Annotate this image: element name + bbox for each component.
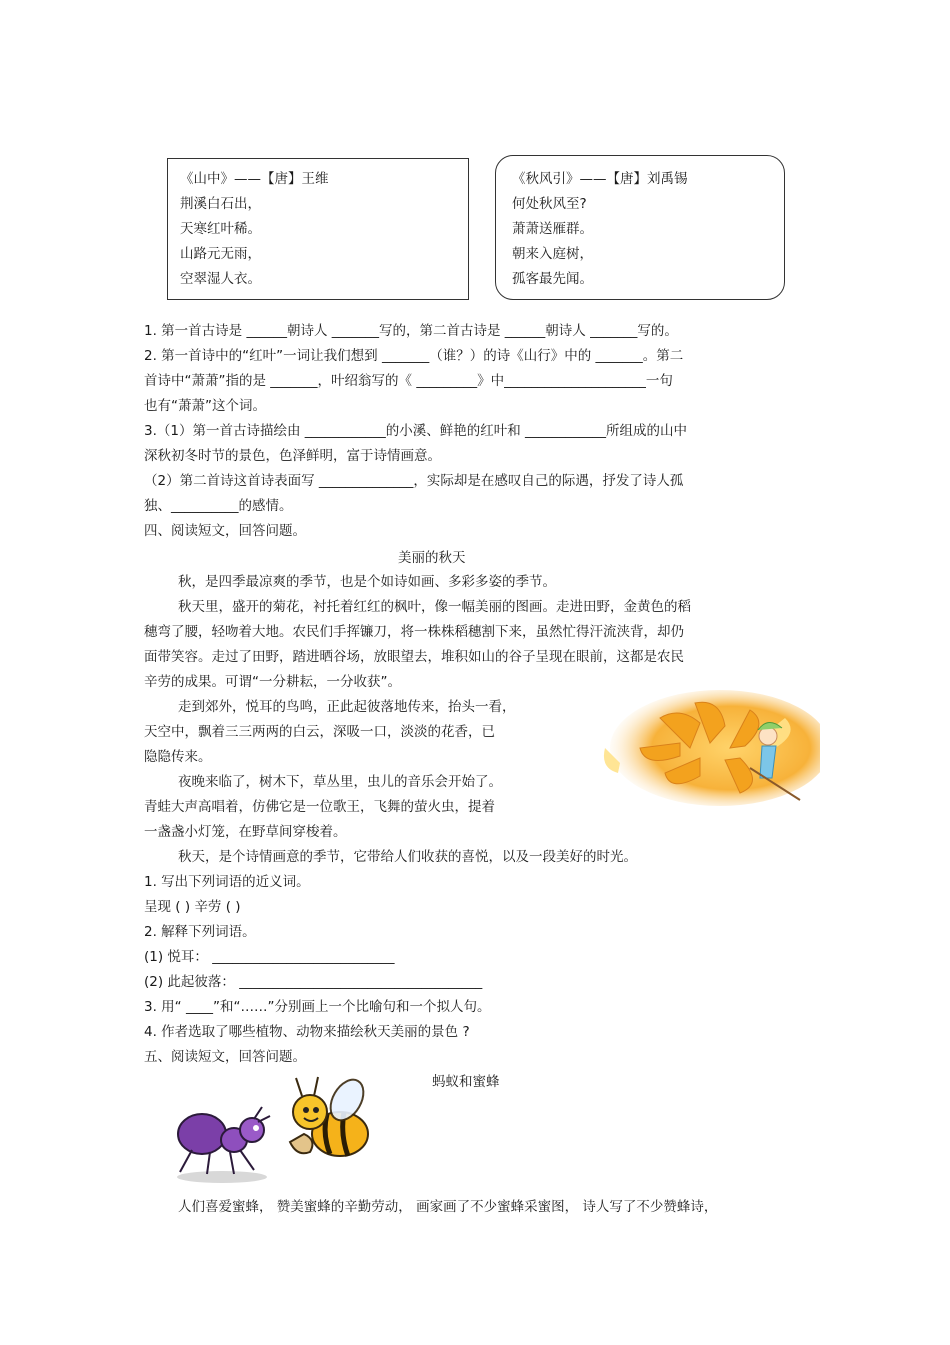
essay1-q1: 1. 写出下列词语的近义词。 — [144, 874, 310, 890]
essay1-q2: 2. 解释下列词语。 — [144, 924, 256, 940]
poem1-line: 山路元无雨， — [180, 246, 261, 262]
poem2-title: 《秋风引》——【唐】刘禹锡 — [512, 171, 688, 187]
section-5-heading: 五、阅读短文，回答问题。 — [144, 1049, 306, 1065]
essay1-q3: 3. 用“ ____”和“……”分别画上一个比喻句和一个拟人句。 — [144, 999, 491, 1015]
essay1-line: 隐隐传来。 — [144, 749, 212, 765]
poem-box-shanzhong — [167, 158, 469, 300]
question-3-2: （2）第二首诗这首诗表面写 ______________，实际却是在感叹自己的际遇，抒发了诗人孤 — [144, 473, 684, 489]
poem2-line: 孤客最先闻。 — [512, 271, 593, 287]
essay2-first-line: 人们喜爱蜜蜂， 赞美蜜蜂的辛勤劳动， 画家画了不少蜜蜂采蜜图， 诗人写了不少赞蜂诗， — [178, 1199, 718, 1215]
essay1-q4: 4. 作者选取了哪些植物、动物来描绘秋天美丽的景色 ? — [144, 1024, 470, 1040]
poem2-line: 何处秋风至? — [512, 196, 587, 212]
essay1-line: 秋天，是个诗情画意的季节，它带给人们收获的喜悦，以及一段美好的时光。 — [178, 849, 637, 865]
essay2-title: 蚂蚁和蜜蜂 — [432, 1074, 500, 1090]
question-3: 3.（1）第一首古诗描绘由 ____________的小溪、鲜艳的红叶和 ____________所组成的山中 — [144, 423, 688, 439]
poem1-line: 空翠湿人衣。 — [180, 271, 261, 287]
question-1: 1. 第一首古诗是 ______朝诗人 _______写的，第二首古诗是 ______朝诗人 _______写的。 — [144, 323, 678, 339]
section-4-heading: 四、阅读短文，回答问题。 — [144, 523, 306, 539]
essay1-line: 穗弯了腰，轻吻着大地。农民们手挥镰刀，将一株株稻穗割下来，虽然忙得汗流浃背，却仍 — [144, 624, 684, 640]
ginkgo-fairy-illustration — [600, 688, 820, 806]
poem1-line: 荆溪白石出， — [180, 196, 261, 212]
question-3-2-cont: 独、__________的感情。 — [144, 498, 293, 514]
essay1-q1-blanks: 呈现 ( ) 辛劳 ( ) — [144, 899, 241, 915]
essay1-line: 天空中，飘着三三两两的白云，深吸一口，淡淡的花香，已 — [144, 724, 495, 740]
essay1-line: 夜晚来临了，树木下，草丛里，虫儿的音乐会开始了。 — [178, 774, 502, 790]
essay1-title: 美丽的秋天 — [398, 550, 466, 566]
essay1-line: 辛劳的成果。可谓“一分耕耘，一分收获”。 — [144, 674, 401, 690]
poem-box-qiufengyin — [495, 155, 785, 300]
question-3-cont: 深秋初冬时节的景色，色泽鲜明，富于诗情画意。 — [144, 448, 441, 464]
essay1-line: 青蛙大声高唱着，仿佛它是一位歌王，飞舞的萤火虫，提着 — [144, 799, 495, 815]
poem2-line: 朝来入庭树， — [512, 246, 593, 262]
essay1-q2-1: (1) 悦耳： ___________________________ — [144, 949, 395, 965]
poem1-line: 天寒红叶稀。 — [180, 221, 261, 237]
poem2-line: 萧萧送雁群。 — [512, 221, 593, 237]
essay1-line: 面带笑容。走过了田野，踏进晒谷场，放眼望去，堆积如山的谷子呈现在眼前，这都是农民 — [144, 649, 684, 665]
question-2-cont: 首诗中“萧萧”指的是 _______，叶绍翁写的《 _________》中_____________________一句 — [144, 373, 673, 389]
essay1-line: 秋天里，盛开的菊花，衬托着红红的枫叶，像一幅美丽的图画。走进田野，金黄色的稻 — [178, 599, 691, 615]
question-2-cont: 也有“萧萧”这个词。 — [144, 398, 266, 414]
poem1-title: 《山中》——【唐】王维 — [180, 171, 329, 187]
ant-and-bee-illustration — [172, 1072, 377, 1187]
essay1-line: 一盏盏小灯笼，在野草间穿梭着。 — [144, 824, 347, 840]
essay1-line: 走到郊外，悦耳的鸟鸣，正此起彼落地传来，抬头一看， — [178, 699, 516, 715]
essay1-q2-2: (2) 此起彼落： ____________________________________ — [144, 974, 483, 990]
essay1-line: 秋，是四季最凉爽的季节，也是个如诗如画、多彩多姿的季节。 — [178, 574, 556, 590]
question-2: 2. 第一首诗中的“红叶”一词让我们想到 _______（谁？）的诗《山行》中的 _______。第二 — [144, 348, 684, 364]
